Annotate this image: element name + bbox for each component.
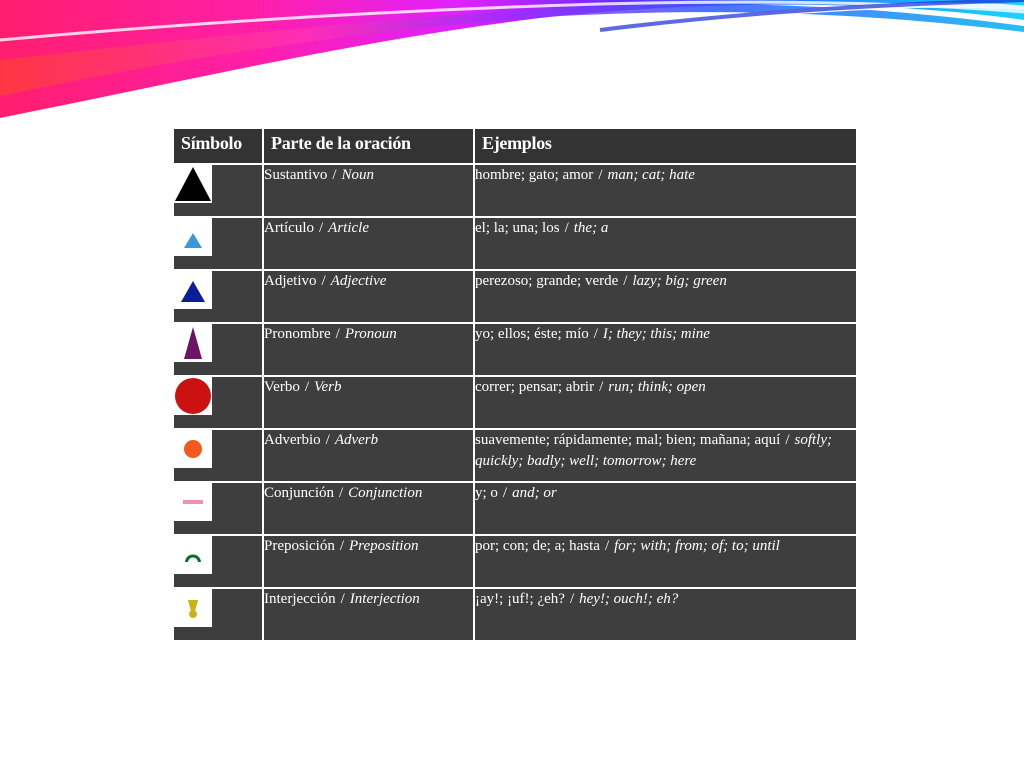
separator: /: [502, 485, 508, 501]
examples-english: and; or: [512, 485, 557, 501]
examples-english: run; think; open: [608, 379, 706, 395]
part-spanish: Sustantivo: [264, 167, 328, 183]
part-spanish: Pronombre: [264, 326, 331, 342]
examples-spanish: yo; ellos; éste; mío: [475, 326, 589, 342]
separator: /: [304, 379, 309, 395]
table-row: [173, 164, 857, 217]
part-english: Adjective: [330, 273, 387, 289]
table-row: [173, 217, 857, 270]
part-spanish: Conjunción: [264, 485, 334, 501]
separator: /: [325, 432, 330, 448]
table-row: [173, 588, 857, 641]
separator: /: [623, 273, 628, 289]
examples-spanish: el; la; una; los: [475, 220, 560, 236]
separator: /: [340, 591, 345, 607]
parts-of-speech-table: [172, 127, 858, 642]
part-english: Adverb: [334, 432, 379, 448]
table-row: [173, 535, 857, 588]
table-row: [173, 323, 857, 376]
table-row: [173, 482, 857, 535]
examples-english: the; a: [573, 220, 609, 236]
examples-spanish: perezoso; grande; verde: [475, 273, 619, 289]
table-row: [173, 429, 857, 482]
examples-english: softly; quickly; badly; well; tomorrow; here: [475, 432, 832, 469]
examples-spanish: correr; pensar; abrir: [475, 379, 595, 395]
separator: /: [319, 220, 324, 236]
separator: /: [332, 167, 337, 183]
examples-english: lazy; big; green: [632, 273, 727, 289]
separator: /: [598, 167, 603, 183]
part-english: Article: [328, 220, 369, 236]
small-light-blue-triangle-icon: [174, 218, 212, 256]
examples-english: I; they; this; mine: [602, 326, 710, 342]
separator: /: [785, 432, 790, 448]
separator: /: [604, 538, 610, 554]
part-english: Pronoun: [344, 326, 397, 342]
part-spanish: Artículo: [264, 220, 314, 236]
header-part-of-speech: Parte de la oración: [263, 128, 474, 164]
part-english: Interjection: [349, 591, 420, 607]
separator: /: [339, 485, 344, 501]
part-english: Noun: [341, 167, 375, 183]
table-row: [173, 376, 857, 429]
part-spanish: Adjetivo: [264, 273, 317, 289]
part-english: Conjunction: [348, 485, 423, 501]
separator: /: [593, 326, 598, 342]
part-spanish: Verbo: [264, 379, 300, 395]
examples-spanish: suavemente; rápidamente; mal; bien; mañana; aquí: [475, 432, 781, 448]
separator: /: [569, 591, 575, 607]
examples-english: for; with; from; of; to; until: [614, 538, 780, 554]
decorative-banner: [0, 0, 1024, 130]
examples-spanish: y; o: [475, 485, 498, 501]
separator: /: [321, 273, 326, 289]
separator: /: [564, 220, 569, 236]
header-symbol: Símbolo: [173, 128, 263, 164]
examples-spanish: hombre; gato; amor: [475, 167, 594, 183]
purple-tall-triangle-icon: [174, 324, 212, 362]
separator: /: [335, 326, 340, 342]
examples-spanish: por; con; de; a; hasta: [475, 538, 600, 554]
part-english: Verb: [314, 379, 342, 395]
part-spanish: Interjección: [264, 591, 336, 607]
yellow-keyhole-icon: [174, 589, 212, 627]
header-examples: Ejemplos: [474, 128, 857, 164]
dark-blue-triangle-icon: [174, 271, 212, 309]
table-header-row: [173, 128, 857, 164]
table-row: [173, 270, 857, 323]
part-english: Preposition: [349, 538, 419, 554]
large-black-triangle-icon: [174, 165, 212, 203]
large-red-circle-icon: [174, 377, 212, 415]
small-orange-circle-icon: [174, 430, 212, 468]
pink-bar-icon: [174, 483, 212, 521]
separator: /: [599, 379, 604, 395]
examples-spanish: ¡ay!; ¡uf!; ¿eh?: [475, 591, 565, 607]
separator: /: [339, 538, 344, 554]
part-spanish: Adverbio: [264, 432, 321, 448]
green-crescent-icon: [174, 536, 212, 574]
part-spanish: Preposición: [264, 538, 335, 554]
examples-english: hey!; ouch!; eh?: [579, 591, 679, 607]
examples-english: man; cat; hate: [607, 167, 695, 183]
